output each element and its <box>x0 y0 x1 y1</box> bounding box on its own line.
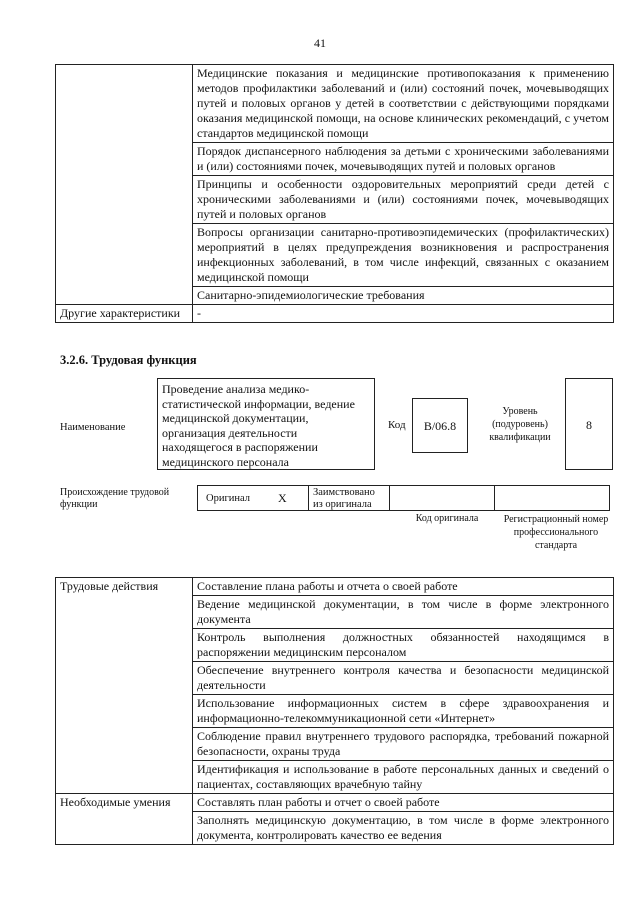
table-row <box>56 65 614 143</box>
table-cell: Заполнять медицинскую документацию, в том числе в форме электронного документа, контролировать качество ее ведения <box>193 812 614 845</box>
actions-label: Трудовые действия <box>56 578 193 794</box>
name-label: Наименование <box>60 422 126 433</box>
labor-actions-table <box>55 577 614 845</box>
code-label: Код <box>388 419 406 431</box>
level-box: 8 <box>565 378 613 470</box>
table-cell: Медицинские показания и медицинские противопоказания к применению методов профилактики заболеваний и (или) состояний почек, мочевыводящих путей и половых органов у детей в соответствии с действующими порядками оказания медицинской помощи, на основе клинических рекомендаций, с учетом стандартов медицинской помощи <box>193 65 614 143</box>
origin-row <box>198 485 610 511</box>
registration-caption: Регистрационный номер профессионального стандарта <box>503 514 609 551</box>
borrowed-cell: Заимствовано из оригинала <box>308 485 390 511</box>
page-number: 41 <box>314 36 326 50</box>
skills-label: Необходимые умения <box>56 794 193 845</box>
code-caption: Код оригинала <box>415 513 479 524</box>
other-characteristics-value: - <box>193 305 614 323</box>
table-cell: Соблюдение правил внутреннего трудового распорядка, требований пожарной безопасности, охраны труда <box>193 728 614 761</box>
table-row <box>56 794 614 812</box>
table-cell: Составлять план работы и отчет о своей работе <box>193 794 614 812</box>
table-cell-left <box>56 65 193 305</box>
original-cell <box>197 485 309 511</box>
origin-label: Происхождение трудовой функции <box>60 487 170 510</box>
table-cell: Составление плана работы и отчета о своей работе <box>193 578 614 596</box>
function-name-box: Проведение анализа медико-статистической информации, ведение медицинской документации, организация деятельности находящегося в распоряжении медицинского персонала <box>157 378 375 470</box>
section-title: 3.2.6. Трудовая функция <box>60 353 197 367</box>
table-row <box>56 305 614 323</box>
original-mark: X <box>278 490 287 505</box>
table-cell: Идентификация и использование в работе персональных данных и сведений о пациентах, составляющих врачебную тайну <box>193 761 614 794</box>
table-cell: Принципы и особенности оздоровительных мероприятий среди детей с хроническими заболеваниями и (или) состояниями почек, мочевыводящих путей и половых органов <box>193 176 614 224</box>
table-cell: Порядок диспансерного наблюдения за детьми с хроническими заболеваниями и (или) состояниями почек, мочевыводящих путей и половых органов <box>193 143 614 176</box>
other-characteristics-label: Другие характеристики <box>56 305 193 323</box>
table-cell: Использование информационных систем в сфере здравоохранения и информационно-телекоммуникационной сети «Интернет» <box>193 695 614 728</box>
original-label: Оригинал <box>206 492 250 504</box>
code-box: B/06.8 <box>412 398 468 453</box>
table-cell: Санитарно-эпидемиологические требования <box>193 287 614 305</box>
table-cell: Контроль выполнения должностных обязанностей находящимся в распоряжении медицинским персоналом <box>193 629 614 662</box>
table-cell: Обеспечение внутреннего контроля качества и безопасности медицинской деятельности <box>193 662 614 695</box>
original-code-cell <box>389 485 495 511</box>
table-cell: Вопросы организации санитарно-противоэпидемических (профилактических) мероприятий в целях предупреждения возникновения и распространения инфекционных заболеваний, в том числе инфекций, связанных с оказанием медицинской помощи <box>193 224 614 287</box>
table-row <box>56 578 614 596</box>
level-label: Уровень (подуровень) квалификации <box>489 406 551 443</box>
registration-number-cell <box>494 485 610 511</box>
table-cell: Ведение медицинской документации, в том числе в форме электронного документа <box>193 596 614 629</box>
knowledge-table <box>55 64 614 323</box>
